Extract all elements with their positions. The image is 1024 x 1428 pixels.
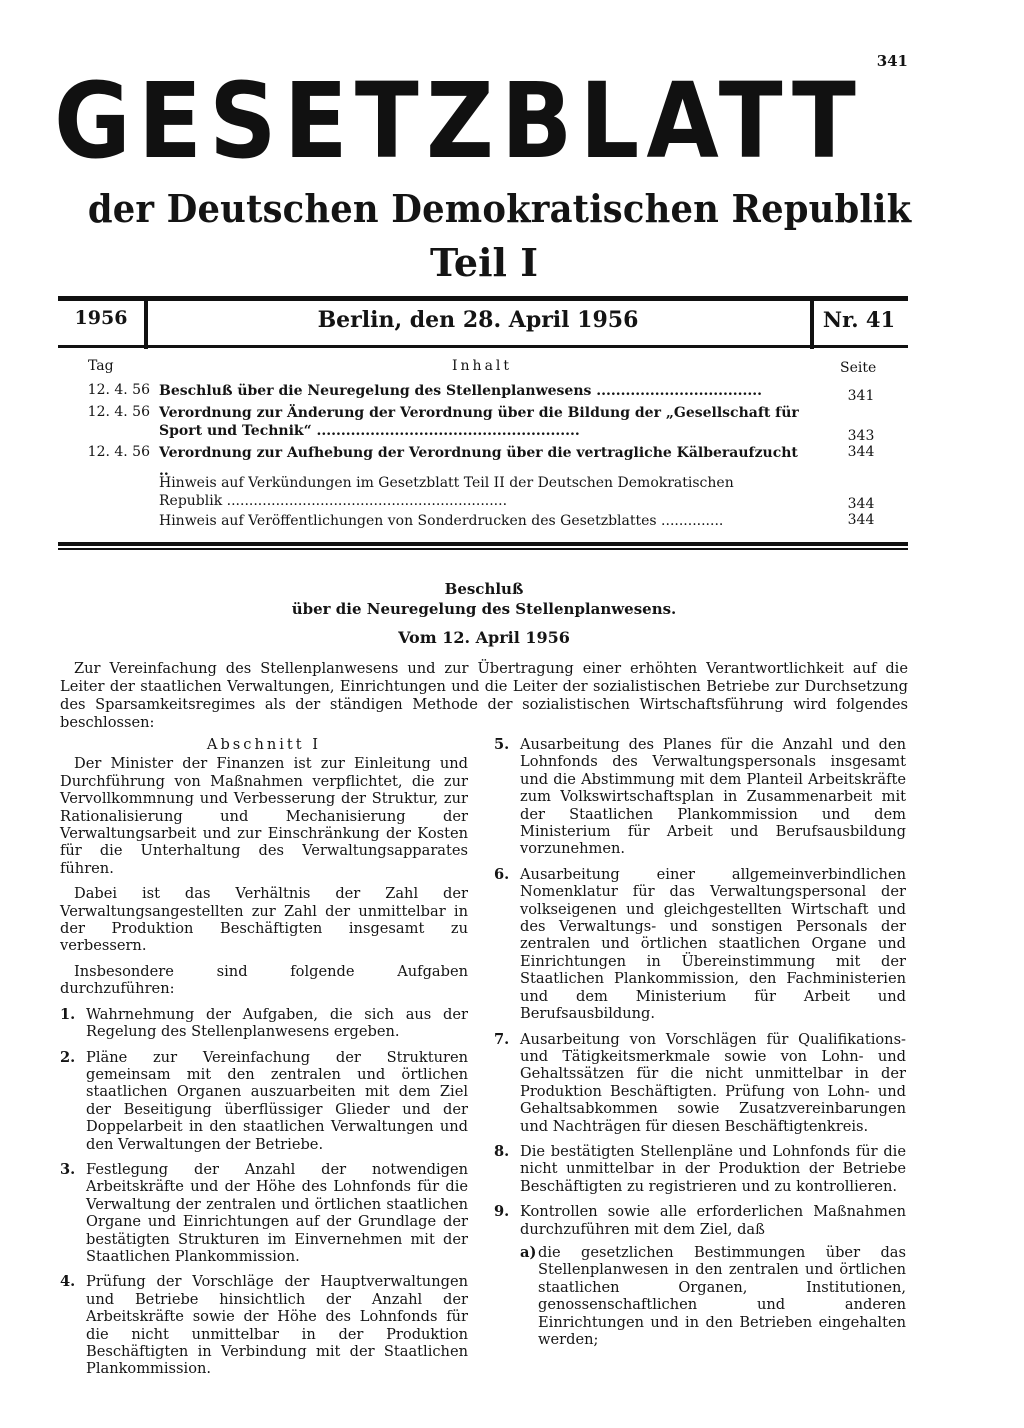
list-item-text: Ausarbeitung einer allgemeinverbindlichen Nomenklatur für das Verwaltungspersonal der volkseigenen und gleichgestellten Wirtschaft und des Verwaltungs- und sonstigen Personals der zentralen und örtlichen staatlichen Organe und Einrichtungen in Übereinstimmung mit der Staatlichen Plankommission, den Fachministerien und dem Ministerium für Arbeit und Berufsausbildung. <box>520 865 906 1023</box>
list-item-number: 4. <box>60 1273 76 1291</box>
toc-header-date: Tag <box>88 358 114 374</box>
toc-entry-date: 12. 4. 56 <box>87 404 150 420</box>
sub-list-item-text: die gesetzlichen Bestimmungen über das Stellenplanwesen in den zentralen und örtlichen staatlichen Organen, Institutionen, genossenschaftlichen und anderen Einrichtungen und in den Betrieben eingehalten werden; <box>538 1243 906 1348</box>
decree-preamble: Zur Vereinfachung des Stellenplanwesens und zur Übertragung einer erhöhten Verantwortlichkeit auf die Leiter der staatlichen Verwaltungen, Einrichtungen und die Leiter der sozialistischen Betriebe zur Durchsetzung des Sparsamkeitsregimes als der ständigen Methode der sozialistischen Wirtschaftsführung wird folgendes beschlossen: <box>60 660 908 731</box>
table-of-contents <box>58 352 910 542</box>
list-item <box>494 1031 906 1135</box>
list-item <box>494 1203 906 1348</box>
list-item <box>494 866 906 1023</box>
toc-entry-date: 12. 4. 56 <box>87 382 150 398</box>
toc-divider <box>58 542 908 550</box>
toc-entry-page: 343 <box>847 428 875 444</box>
gazette-part: Teil I <box>430 240 538 285</box>
list-item <box>60 1006 468 1041</box>
list-item <box>60 1049 468 1153</box>
list-item-text: Festlegung der Anzahl der notwendigen Arbeitskräfte und der Höhe des Lohnfonds für die Verwaltung der zentralen und örtlichen staatlichen Organe und Einrichtungen auf der Grundlage der bestätigten Strukturen im Einvernehmen mit der Staatlichen Plankommission. <box>86 1160 468 1265</box>
toc-entry-title: Hinweis auf Verkündungen im Gesetzblatt Teil II der Deutschen Demokratischen Republik ............................................................... <box>159 475 734 509</box>
list-item-number: 1. <box>60 1005 76 1023</box>
toc-entry-title: Hinweis auf Veröffentlichungen von Sonderdrucken des Gesetzblattes .............. <box>159 513 724 529</box>
issue-bar <box>58 296 908 348</box>
toc-entry-date: 12. 4. 56 <box>87 444 150 460</box>
list-item-number: 2. <box>60 1048 76 1066</box>
sub-list-item <box>520 1244 906 1348</box>
list-item <box>494 1143 906 1195</box>
list-item-text: Ausarbeitung von Vorschlägen für Qualifikations- und Tätigkeitsmerkmale sowie von Lohn- und Gehaltssätzen für die nicht unmittelbar in der Produktion Beschäftigten. Prüfung von Lohn- und Gehaltsabkommen sowie Zusatzvereinbarungen und Nachträgen für diesen Beschäftigtenkreis. <box>520 1030 906 1135</box>
list-item <box>60 1273 468 1377</box>
text-column-left <box>60 736 468 1386</box>
toc-entry-title: Beschluß über die Neuregelung des Stellenplanwesens .................................. <box>159 383 762 399</box>
list-item-text: Pläne zur Vereinfachung der Strukturen gemeinsam mit den zentralen und örtlichen staatlichen Organen auszuarbeiten mit dem Ziel der Beseitigung überflüssiger Glieder und der Doppelarbeit in den staatlichen Verwaltungen und den Verwaltungen der Betriebe. <box>86 1048 468 1153</box>
list-item-number: 5. <box>494 736 510 753</box>
list-item-text: Prüfung der Vorschläge der Hauptverwaltungen und Betriebe hinsichtlich der Anzahl der Arbeitskräfte sowie der Höhe des Lohnfonds für die nicht unmittelbar in der Produktion Beschäftigten in Verbindung mit der Staatlichen Plankommission. <box>86 1273 468 1378</box>
list-item-text: Die bestätigten Stellenpläne und Lohnfonds für die nicht unmittelbar in der Produktion der Betriebe Beschäftigten zu registrieren und zu kontrollieren. <box>520 1142 906 1195</box>
section-heading: Abschnitt I <box>206 736 322 753</box>
gazette-title: GESETZBLATT <box>54 60 864 182</box>
sub-list-item-label: a) <box>520 1243 537 1261</box>
toc-entry-page: 344 <box>847 496 875 512</box>
paragraph: Dabei ist das Verhältnis der Zahl der Verwaltungsangestellten zur Zahl der unmittelbar in der Produktion Beschäftigten insgesamt zu verbessern. <box>60 885 468 955</box>
list-item-text: Ausarbeitung des Planes für die Anzahl und den Lohnfonds des Verwaltungspersonals insgesamt und die Abstimmung mit dem Planteil Arbeitskräfte zum Volkswirtschaftsplan in Zusammenarbeit mit der Staatlichen Plankommission und dem Ministerium für Arbeit und Berufsausbildung vorzunehmen. <box>520 736 906 858</box>
list-item-text: Wahrnehmung der Aufgaben, die sich aus der Regelung des Stellenplanwesens ergeben. <box>86 1005 468 1041</box>
list-item-number: 9. <box>494 1203 510 1221</box>
list-item-number: 6. <box>494 865 510 883</box>
toc-entry-page: 341 <box>847 388 875 404</box>
list-item-number: 3. <box>60 1160 76 1178</box>
toc-entry-title: Verordnung zur Aufhebung der Verordnung über die vertragliche Kälberaufzucht .. <box>159 445 798 479</box>
toc-header-title: Inhalt <box>452 358 513 374</box>
decree-subheading: über die Neuregelung des Stellenplanwesens. <box>291 600 677 618</box>
page-number: 341 <box>876 52 908 70</box>
decree-date: Vom 12. April 1956 <box>398 628 570 647</box>
text-column-right <box>494 736 906 1356</box>
toc-entry-page: 344 <box>847 512 875 528</box>
list-item <box>60 1161 468 1265</box>
toc-entry-title: Verordnung zur Änderung der Verordnung über die Bildung der „Gesellschaft für Sport und Technik“ ...................................................... <box>159 405 799 439</box>
list-item-text: Kontrollen sowie alle erforderlichen Maßnahmen durchzuführen mit dem Ziel, daß <box>520 1203 906 1238</box>
issue-date: Berlin, den 28. April 1956 <box>317 307 639 333</box>
list-item-number: 7. <box>494 1030 510 1048</box>
paragraph: Der Minister der Finanzen ist zur Einleitung und Durchführung von Maßnahmen verpflichtet, die zur Vervollkommnung und Verbesserung der Struktur, zur Rationalisierung und Mechanisierung der Verwaltungsarbeit und zur Einschränkung der Kosten für die Unterhaltung des Verwaltungsapparates führen. <box>60 755 468 877</box>
list-item <box>494 736 906 858</box>
decree-heading: Beschluß <box>444 580 524 598</box>
paragraph: Insbesondere sind folgende Aufgaben durchzuführen: <box>60 962 468 998</box>
issue-number: Nr. 41 <box>822 307 896 332</box>
issue-year: 1956 <box>74 307 128 329</box>
toc-header-page: Seite <box>840 360 877 376</box>
gazette-subtitle: der Deutschen Demokratischen Republik <box>87 186 912 231</box>
toc-entry-page: 344 <box>847 444 875 460</box>
list-item-number: 8. <box>494 1142 510 1160</box>
